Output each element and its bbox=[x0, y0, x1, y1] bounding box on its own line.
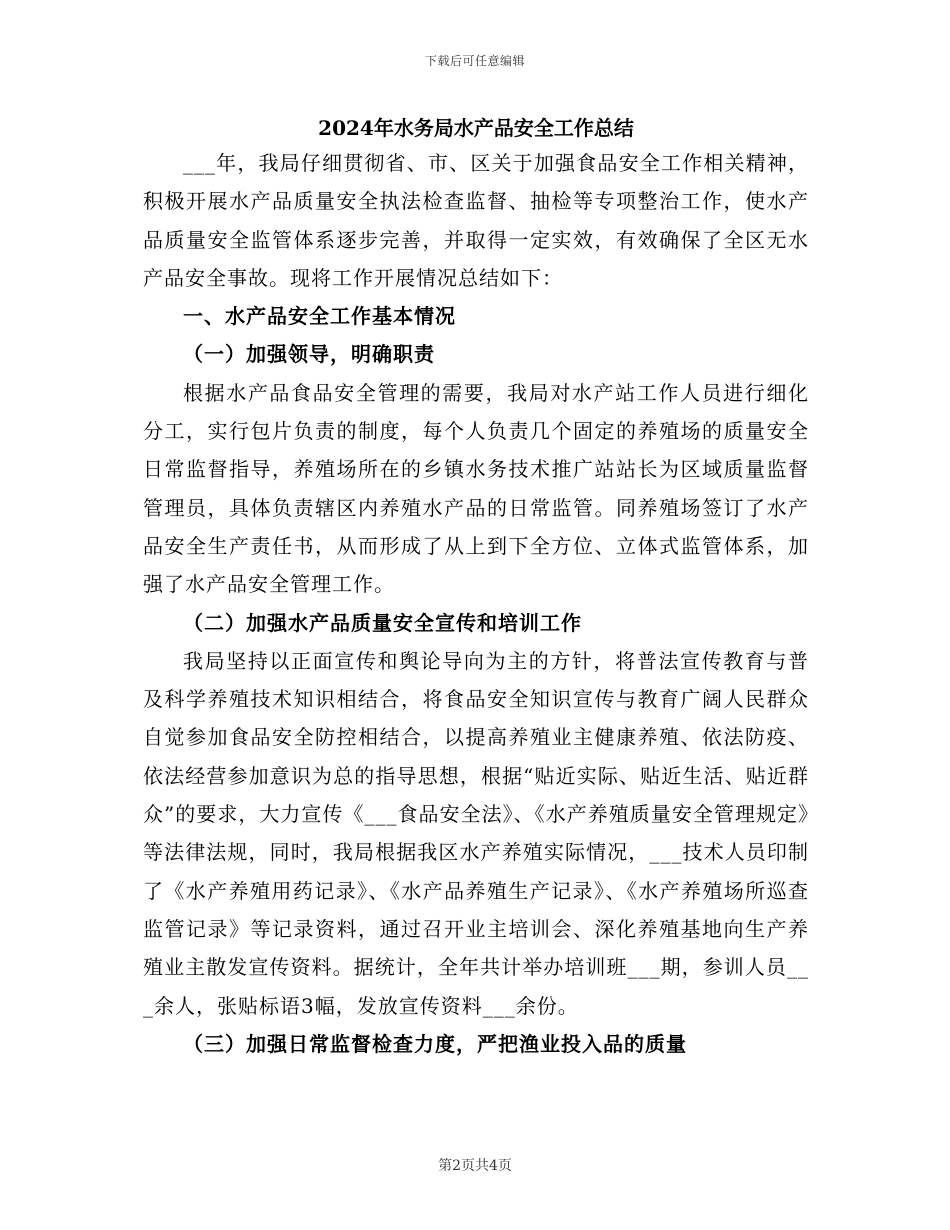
subsection-1-paragraph: 根据水产品食品安全管理的需要，我局对水产站工作人员进行细化分工，实行包片负责的制度，每个人负责几个固定的养殖场的质量安全日常监督指导，养殖场所在的乡镇水务技术推广站站长为区域质量监督管理员，具体负责辖区内养殖水产品的日常监管。同养殖场签订了水产品安全生产责任书，从而形成了从上到下全方位、立体式监管体系，加强了水产品安全管理工作。 bbox=[143, 380, 809, 597]
subsection-2-paragraph: 我局坚持以正面宣传和舆论导向为主的方针，将普法宣传教育与普及科学养殖技术知识相结合，将食品安全知识宣传与教育广阔人民群众自觉参加食品安全防控相结合，以提高养殖业主健康养殖、依法防疫、依法经营参加意识为总的指导思想，根据“贴近实际、贴近生活、贴近群众”的要求，大力宣传《___食品安全法》、《水产养殖质量安全管理规定》等法律法规，同时，我局根据我区水产养殖实际情况，___技术人员印制了《水产养殖用药记录》、《水产品养殖生产记录》、《水产养殖场所巡查监管记录》等记录资料，通过召开业主培训会、深化养殖基地向生产养殖业主散发宣传资料。据统计，全年共计举办培训班___期，参训人员___余人，张贴标语3幅，发放宣传资料___余份。 bbox=[143, 648, 809, 1018]
page-footer: 第2页共4页 bbox=[438, 1158, 512, 1174]
subsection-3-heading: （三）加强日常监督检查力度，严把渔业投入品的质量 bbox=[183, 1031, 687, 1056]
subsection-2-heading: （二）加强水产品质量安全宣传和培训工作 bbox=[183, 610, 582, 635]
section-1-heading: 一、水产品安全工作基本情况 bbox=[183, 304, 456, 329]
document-body bbox=[143, 112, 809, 1063]
intro-paragraph: ___年，我局仔细贯彻省、市、区关于加强食品安全工作相关精神，积极开展水产品质量安全执法检查监督、抽检等专项整治工作，使水产品质量安全监管体系逐步完善，并取得一定实效，有效确保了全区无水产品安全事故。现将工作开展情况总结如下： bbox=[143, 151, 809, 290]
subsection-1-heading: （一）加强领导，明确职责 bbox=[183, 342, 435, 367]
document-title: 2024年水务局水产品安全工作总结 bbox=[318, 116, 634, 140]
page-header: 下载后可任意编辑 bbox=[424, 54, 525, 68]
